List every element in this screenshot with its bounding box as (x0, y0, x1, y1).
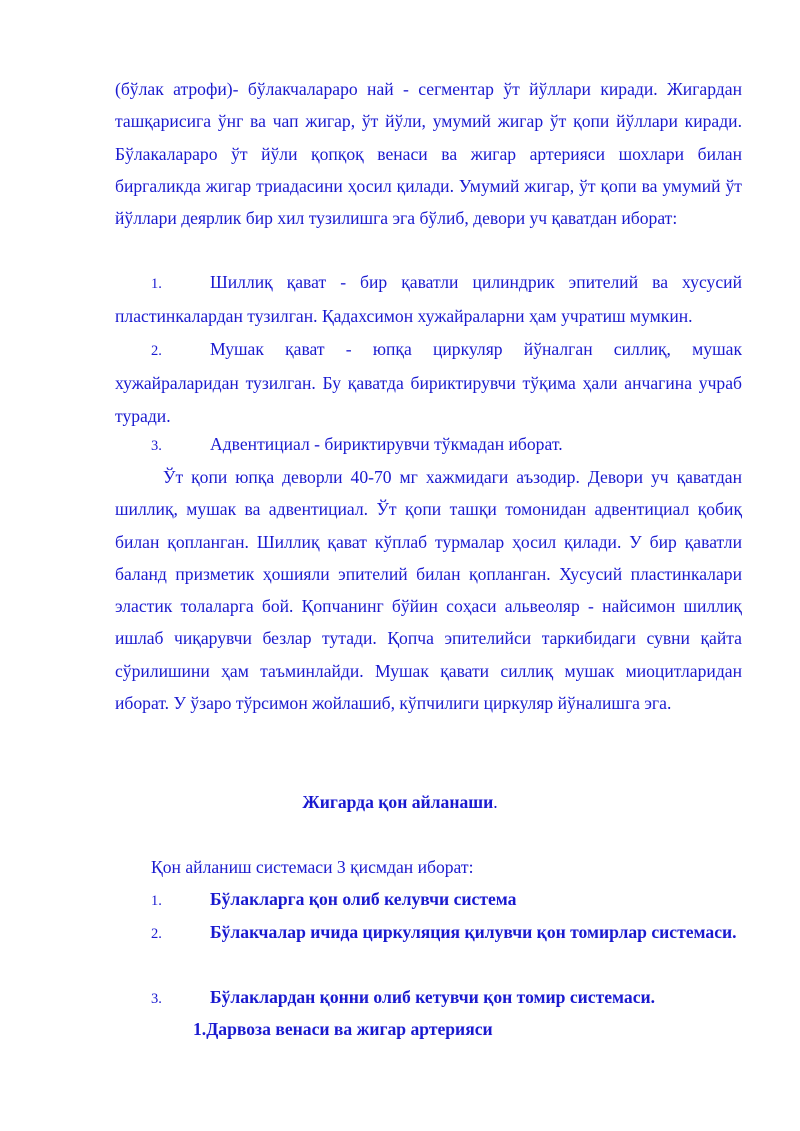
list-item-text: Шиллиқ қават - бир қаватли цилиндрик эпителий ва хусусий пластинкалардан тузилган. Қадахсимон хужайраларни ҳам учратиш мумкин. (115, 272, 742, 327)
list-number: 2. (151, 343, 162, 359)
section-intro: Қон айланиш системаси 3 қисмдан иборат: (151, 857, 474, 877)
list-item-mucous-layer (115, 266, 742, 333)
section-heading-dot: . (493, 792, 498, 812)
section-heading-text: Жигарда қон айланаши (302, 792, 494, 812)
paragraph-bile-ducts: (бўлак атрофи)- бўлакчалараро най - сегментар ўт йўллари киради. Жигардан ташқарисига ўнг ва чап жигар, ўт йўли, умумий жигар ўт қопи йўллари киради. Бўлакалараро ўт йўли қопқоқ венаси ва жигар артерияси шохлари билан биргаликда жигар триадасини ҳосил қилади. Умумий жигар, ўт қопи ва умумий ўт йўллари деярлик бир хил тузилишга эга бўлиб, девори уч қаватдан иборат: (115, 79, 742, 229)
list-item-text: Бўлаклардан қонни олиб кетувчи қон томир системаси. (210, 987, 656, 1007)
list-item-system-3 (115, 981, 742, 1015)
section-heading (0, 786, 800, 818)
paragraph-gallbladder: Ўт қопи юпқа деворли 40-70 мг хажмидаги аъзодир. Девори уч қаватдан шиллиқ, мушак ва адвентициал. Ўт қопи ташқи томонидан адвентициал қобиқ билан қопланган. Шиллиқ қават кўплаб турмалар ҳосил қилади. У бир қаватли баланд призметик ҳошияли эпителий билан қопланган. Хусусий пластинкалари эластик толаларга бой. Қопчанинг бўйин соҳаси альвеоляр - найсимон шиллиқ ишлаб чиқарувчи безлар тутади. Қопча эпителийси таркибидаги сувни қайта сўрилишини ҳам таъминлайди. Мушак қавати силлиқ мушак миоцитларидан иборат. У ўзаро тўрсимон жойлашиб, кўпчилиги циркуляр йўналишга эга. (115, 467, 742, 714)
list-number: 3. (151, 991, 162, 1007)
list-item-text: Мушак қават - юпқа циркуляр йўналган силлиқ, мушак хужайраларидан тузилган. Бу қаватда бириктирувчи тўқима ҳали анчагина учраб туради. (115, 339, 742, 426)
list-item-system-2 (115, 916, 742, 950)
list-item-adventitia (115, 428, 742, 462)
list-item-text: Бўлакларга қон олиб келувчи система (210, 889, 517, 909)
list-number: 1. (151, 276, 162, 292)
list-number: 3. (151, 438, 162, 454)
list-number: 1. (151, 893, 162, 909)
list-number: 2. (151, 926, 162, 942)
list-item-text: Бўлакчалар ичида циркуляция қилувчи қон томирлар системаси. (210, 922, 737, 942)
subheading: 1.Дарвоза венаси ва жигар артерияси (193, 1019, 493, 1039)
list-item-muscle-layer (115, 333, 742, 432)
list-item-text: Адвентициал - бириктирувчи тўкмадан иборат. (210, 434, 563, 454)
list-item-system-1 (115, 883, 742, 917)
